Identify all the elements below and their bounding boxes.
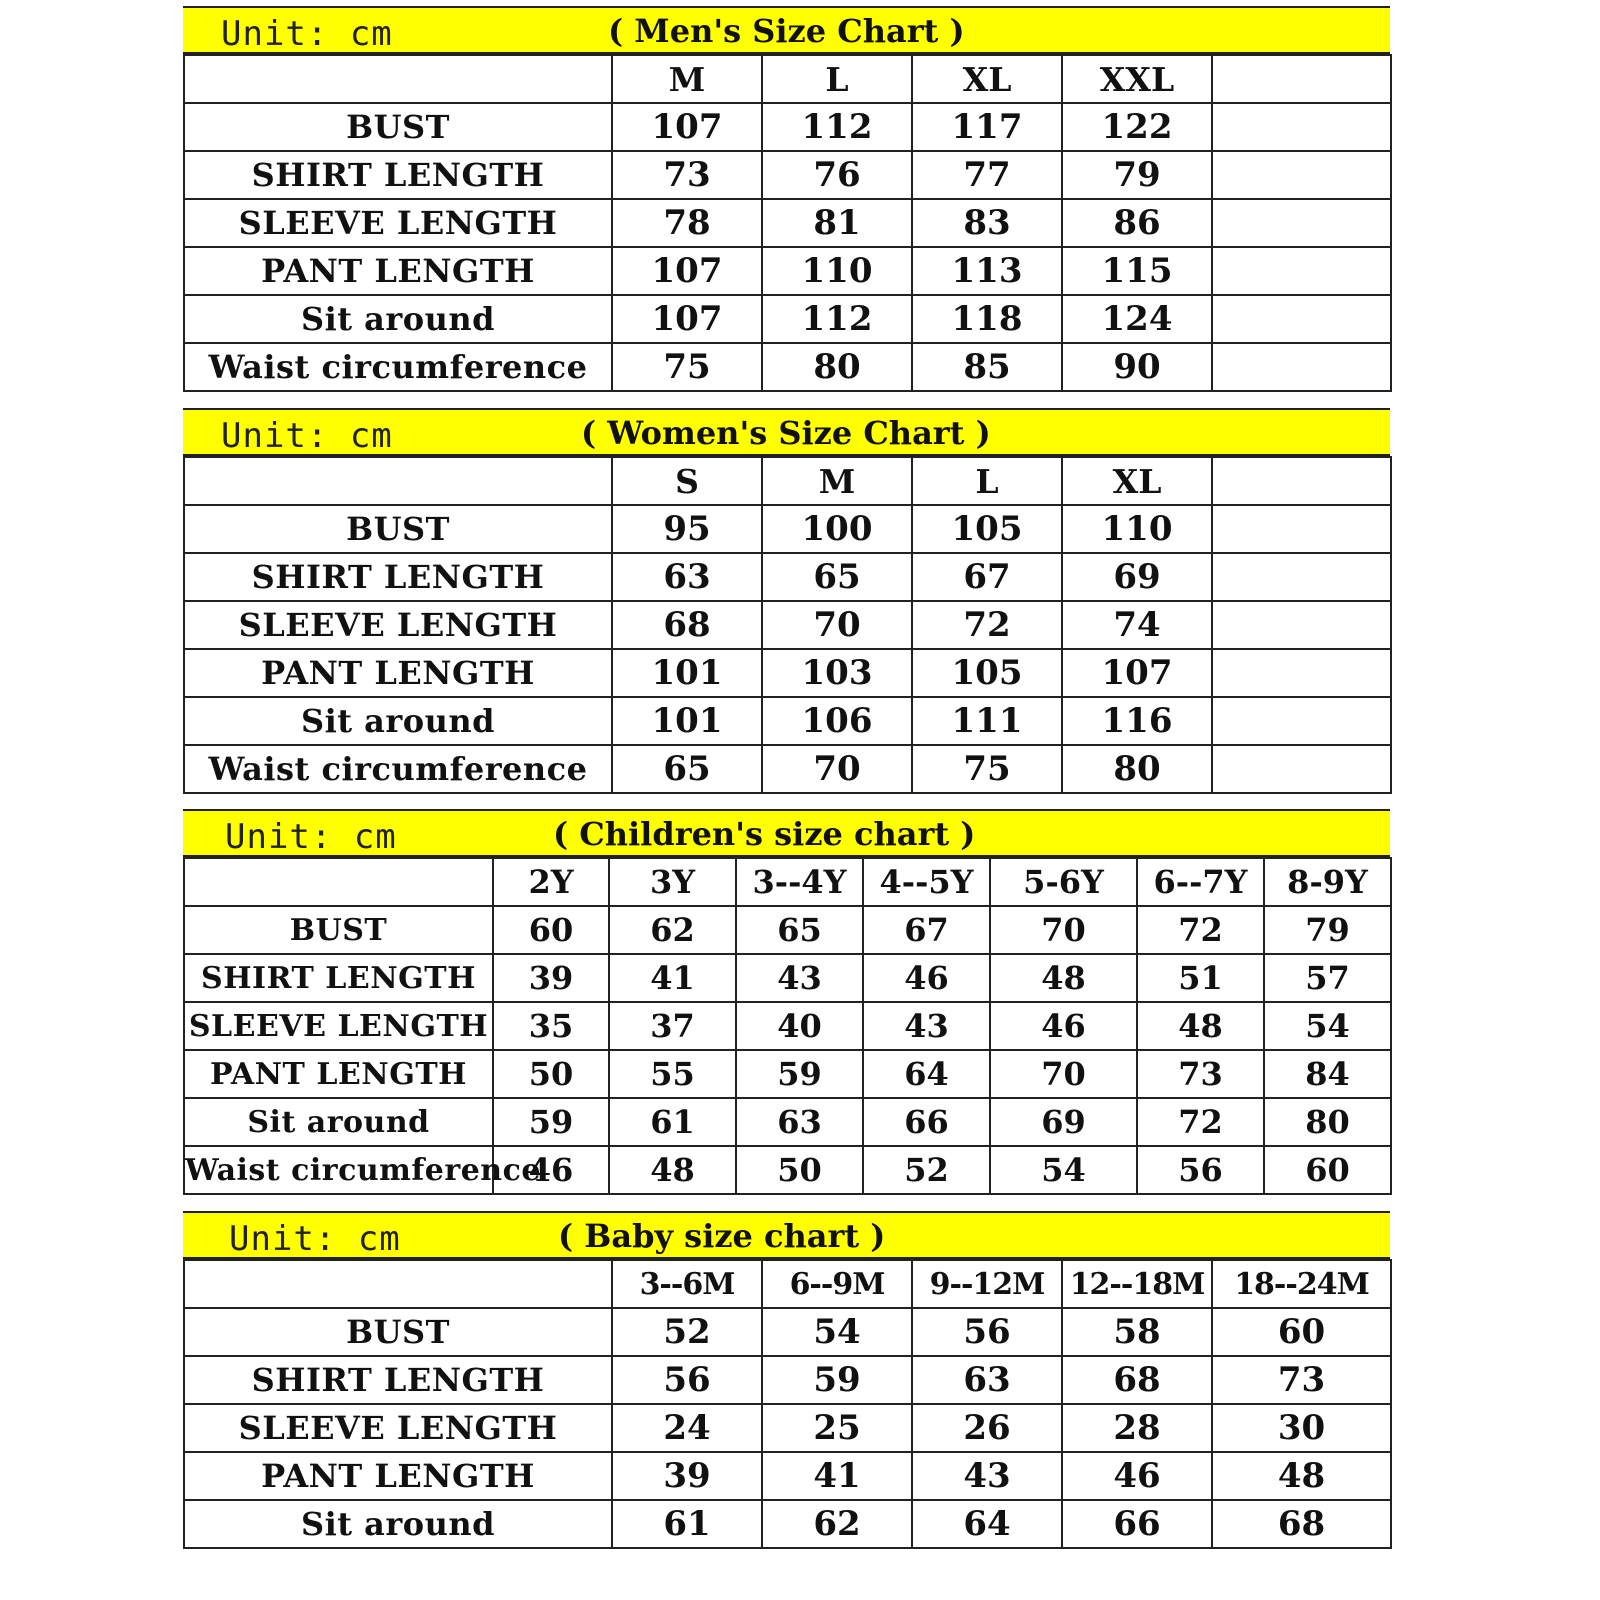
- measurement-value: 43: [912, 1452, 1062, 1500]
- measurement-value: 39: [493, 954, 609, 1002]
- measurement-label: BUST: [184, 906, 493, 954]
- empty-cell: [1212, 199, 1391, 247]
- corner-cell: [184, 55, 612, 103]
- measurement-value: 59: [736, 1050, 863, 1098]
- empty-cell: [1212, 151, 1391, 199]
- table-row: [184, 505, 1391, 553]
- table-row: [184, 601, 1391, 649]
- measurement-value: 115: [1062, 247, 1212, 295]
- measurement-label: SLEEVE LENGTH: [184, 1002, 493, 1050]
- measurement-label: BUST: [184, 1308, 612, 1356]
- measurement-value: 39: [612, 1452, 762, 1500]
- size-header-cell: XXL: [1062, 55, 1212, 103]
- women-size-table: [183, 456, 1392, 794]
- measurement-value: 86: [1062, 199, 1212, 247]
- table-row: [184, 295, 1391, 343]
- measurement-value: 70: [762, 745, 912, 793]
- measurement-value: 81: [762, 199, 912, 247]
- measurement-value: 72: [1137, 1098, 1264, 1146]
- measurement-value: 60: [1264, 1146, 1391, 1194]
- measurement-value: 63: [736, 1098, 863, 1146]
- measurement-value: 116: [1062, 697, 1212, 745]
- measurement-value: 58: [1062, 1308, 1212, 1356]
- table-row: [184, 906, 1391, 954]
- size-header-cell: 2Y: [493, 858, 609, 906]
- measurement-label: SLEEVE LENGTH: [184, 601, 612, 649]
- children-size-header-row: [184, 858, 1391, 906]
- measurement-label: PANT LENGTH: [184, 649, 612, 697]
- table-row: [184, 151, 1391, 199]
- measurement-value: 60: [1212, 1308, 1391, 1356]
- table-row: [184, 697, 1391, 745]
- table-row: [184, 103, 1391, 151]
- measurement-value: 55: [609, 1050, 736, 1098]
- measurement-value: 56: [912, 1308, 1062, 1356]
- table-row: [184, 1098, 1391, 1146]
- measurement-label: BUST: [184, 103, 612, 151]
- measurement-value: 118: [912, 295, 1062, 343]
- size-header-cell: 3--4Y: [736, 858, 863, 906]
- measurement-value: 105: [912, 649, 1062, 697]
- empty-cell: [1212, 55, 1391, 103]
- table-row: [184, 199, 1391, 247]
- empty-cell: [1212, 295, 1391, 343]
- baby-unit-label: Unit: cm: [229, 1219, 401, 1259]
- measurement-value: 46: [1062, 1452, 1212, 1500]
- women-banner: [183, 408, 1390, 456]
- women-size-header-row: [184, 457, 1391, 505]
- children-banner: [183, 809, 1390, 857]
- measurement-value: 101: [612, 649, 762, 697]
- measurement-value: 46: [863, 954, 990, 1002]
- measurement-value: 84: [1264, 1050, 1391, 1098]
- measurement-value: 69: [990, 1098, 1137, 1146]
- measurement-value: 80: [1062, 745, 1212, 793]
- empty-cell: [1212, 601, 1391, 649]
- measurement-value: 43: [736, 954, 863, 1002]
- measurement-label: Sit around: [184, 295, 612, 343]
- women-title: ( Women's Size Chart ): [581, 414, 991, 452]
- size-header-cell: 5-6Y: [990, 858, 1137, 906]
- measurement-value: 68: [1212, 1500, 1391, 1548]
- measurement-value: 111: [912, 697, 1062, 745]
- measurement-value: 69: [1062, 553, 1212, 601]
- baby-size-header-row: [184, 1260, 1391, 1308]
- measurement-label: PANT LENGTH: [184, 1452, 612, 1500]
- measurement-value: 78: [612, 199, 762, 247]
- measurement-value: 101: [612, 697, 762, 745]
- measurement-value: 103: [762, 649, 912, 697]
- table-row: [184, 1500, 1391, 1548]
- children-unit-label: Unit: cm: [225, 817, 397, 857]
- empty-cell: [1212, 553, 1391, 601]
- measurement-value: 41: [762, 1452, 912, 1500]
- measurement-value: 107: [612, 295, 762, 343]
- measurement-label: Waist circumference: [184, 343, 612, 391]
- table-row: [184, 1308, 1391, 1356]
- measurement-value: 67: [912, 553, 1062, 601]
- measurement-value: 61: [609, 1098, 736, 1146]
- measurement-value: 107: [612, 247, 762, 295]
- measurement-value: 67: [863, 906, 990, 954]
- size-header-cell: M: [612, 55, 762, 103]
- measurement-value: 40: [736, 1002, 863, 1050]
- measurement-value: 100: [762, 505, 912, 553]
- measurement-value: 54: [1264, 1002, 1391, 1050]
- measurement-value: 65: [736, 906, 863, 954]
- measurement-value: 54: [762, 1308, 912, 1356]
- measurement-label: SHIRT LENGTH: [184, 954, 493, 1002]
- measurement-value: 80: [762, 343, 912, 391]
- table-row: [184, 553, 1391, 601]
- size-header-cell: M: [762, 457, 912, 505]
- measurement-value: 73: [612, 151, 762, 199]
- measurement-value: 35: [493, 1002, 609, 1050]
- measurement-value: 83: [912, 199, 1062, 247]
- size-header-cell: L: [762, 55, 912, 103]
- size-header-cell: 6--9M: [762, 1260, 912, 1308]
- measurement-value: 48: [990, 954, 1137, 1002]
- women-unit-label: Unit: cm: [221, 416, 393, 456]
- empty-cell: [1212, 457, 1391, 505]
- size-header-cell: 18--24M: [1212, 1260, 1391, 1308]
- empty-cell: [1212, 505, 1391, 553]
- measurement-value: 63: [612, 553, 762, 601]
- measurement-value: 24: [612, 1404, 762, 1452]
- table-row: [184, 1050, 1391, 1098]
- measurement-value: 64: [912, 1500, 1062, 1548]
- measurement-value: 122: [1062, 103, 1212, 151]
- measurement-value: 75: [612, 343, 762, 391]
- men-size-table: [183, 54, 1392, 392]
- measurement-value: 74: [1062, 601, 1212, 649]
- table-row: [184, 649, 1391, 697]
- measurement-value: 105: [912, 505, 1062, 553]
- measurement-value: 106: [762, 697, 912, 745]
- measurement-value: 70: [990, 1050, 1137, 1098]
- measurement-value: 73: [1137, 1050, 1264, 1098]
- measurement-value: 68: [1062, 1356, 1212, 1404]
- measurement-value: 79: [1264, 906, 1391, 954]
- size-header-cell: 3--6M: [612, 1260, 762, 1308]
- measurement-value: 48: [609, 1146, 736, 1194]
- measurement-value: 56: [1137, 1146, 1264, 1194]
- baby-size-table: [183, 1259, 1392, 1549]
- measurement-value: 46: [990, 1002, 1137, 1050]
- measurement-label: PANT LENGTH: [184, 1050, 493, 1098]
- measurement-value: 25: [762, 1404, 912, 1452]
- measurement-value: 75: [912, 745, 1062, 793]
- measurement-value: 70: [990, 906, 1137, 954]
- measurement-value: 112: [762, 103, 912, 151]
- measurement-value: 73: [1212, 1356, 1391, 1404]
- measurement-value: 77: [912, 151, 1062, 199]
- measurement-value: 85: [912, 343, 1062, 391]
- measurement-value: 64: [863, 1050, 990, 1098]
- measurement-value: 117: [912, 103, 1062, 151]
- measurement-value: 26: [912, 1404, 1062, 1452]
- measurement-value: 72: [1137, 906, 1264, 954]
- baby-title: ( Baby size chart ): [558, 1217, 886, 1255]
- size-header-cell: 3Y: [609, 858, 736, 906]
- measurement-value: 48: [1212, 1452, 1391, 1500]
- measurement-value: 90: [1062, 343, 1212, 391]
- measurement-label: SHIRT LENGTH: [184, 151, 612, 199]
- table-row: [184, 247, 1391, 295]
- measurement-value: 37: [609, 1002, 736, 1050]
- measurement-value: 30: [1212, 1404, 1391, 1452]
- measurement-value: 124: [1062, 295, 1212, 343]
- measurement-value: 59: [762, 1356, 912, 1404]
- measurement-label: Sit around: [184, 1500, 612, 1548]
- measurement-value: 52: [863, 1146, 990, 1194]
- measurement-label: Sit around: [184, 1098, 493, 1146]
- size-header-cell: 8-9Y: [1264, 858, 1391, 906]
- size-header-cell: XL: [1062, 457, 1212, 505]
- measurement-value: 52: [612, 1308, 762, 1356]
- measurement-value: 59: [493, 1098, 609, 1146]
- measurement-value: 62: [609, 906, 736, 954]
- table-row: [184, 1404, 1391, 1452]
- empty-cell: [1212, 697, 1391, 745]
- size-header-cell: 6--7Y: [1137, 858, 1264, 906]
- table-row: [184, 954, 1391, 1002]
- children-title: ( Children's size chart ): [553, 815, 976, 853]
- measurement-label: Sit around: [184, 697, 612, 745]
- measurement-label: SHIRT LENGTH: [184, 553, 612, 601]
- men-banner: [183, 6, 1390, 54]
- measurement-value: 57: [1264, 954, 1391, 1002]
- measurement-value: 110: [1062, 505, 1212, 553]
- empty-cell: [1212, 247, 1391, 295]
- measurement-value: 68: [612, 601, 762, 649]
- men-unit-label: Unit: cm: [221, 14, 393, 54]
- measurement-label: SHIRT LENGTH: [184, 1356, 612, 1404]
- table-row: [184, 343, 1391, 391]
- measurement-value: 51: [1137, 954, 1264, 1002]
- corner-cell: [184, 1260, 612, 1308]
- measurement-value: 72: [912, 601, 1062, 649]
- measurement-value: 113: [912, 247, 1062, 295]
- men-size-header-row: [184, 55, 1391, 103]
- size-header-cell: 4--5Y: [863, 858, 990, 906]
- measurement-value: 70: [762, 601, 912, 649]
- measurement-value: 65: [762, 553, 912, 601]
- measurement-value: 76: [762, 151, 912, 199]
- measurement-value: 61: [612, 1500, 762, 1548]
- measurement-value: 28: [1062, 1404, 1212, 1452]
- table-row: [184, 1146, 1391, 1194]
- measurement-value: 65: [612, 745, 762, 793]
- measurement-value: 50: [736, 1146, 863, 1194]
- measurement-value: 56: [612, 1356, 762, 1404]
- corner-cell: [184, 457, 612, 505]
- measurement-value: 112: [762, 295, 912, 343]
- empty-cell: [1212, 745, 1391, 793]
- measurement-value: 107: [612, 103, 762, 151]
- measurement-value: 66: [863, 1098, 990, 1146]
- measurement-value: 80: [1264, 1098, 1391, 1146]
- table-row: [184, 1452, 1391, 1500]
- measurement-label: Waist circumference: [184, 1146, 493, 1194]
- measurement-label: BUST: [184, 505, 612, 553]
- men-title: ( Men's Size Chart ): [608, 12, 965, 50]
- size-header-cell: 12--18M: [1062, 1260, 1212, 1308]
- measurement-value: 54: [990, 1146, 1137, 1194]
- children-size-table: [183, 857, 1392, 1195]
- table-row: [184, 745, 1391, 793]
- measurement-value: 46: [493, 1146, 609, 1194]
- measurement-label: SLEEVE LENGTH: [184, 1404, 612, 1452]
- table-row: [184, 1356, 1391, 1404]
- measurement-value: 95: [612, 505, 762, 553]
- measurement-value: 66: [1062, 1500, 1212, 1548]
- empty-cell: [1212, 103, 1391, 151]
- corner-cell: [184, 858, 493, 906]
- measurement-value: 43: [863, 1002, 990, 1050]
- baby-banner: [183, 1211, 1390, 1259]
- size-header-cell: S: [612, 457, 762, 505]
- empty-cell: [1212, 343, 1391, 391]
- measurement-value: 62: [762, 1500, 912, 1548]
- empty-cell: [1212, 649, 1391, 697]
- measurement-label: Waist circumference: [184, 745, 612, 793]
- size-header-cell: XL: [912, 55, 1062, 103]
- measurement-value: 63: [912, 1356, 1062, 1404]
- size-header-cell: L: [912, 457, 1062, 505]
- measurement-value: 107: [1062, 649, 1212, 697]
- table-row: [184, 1002, 1391, 1050]
- measurement-value: 41: [609, 954, 736, 1002]
- measurement-value: 60: [493, 906, 609, 954]
- measurement-value: 79: [1062, 151, 1212, 199]
- measurement-value: 48: [1137, 1002, 1264, 1050]
- measurement-value: 110: [762, 247, 912, 295]
- measurement-label: SLEEVE LENGTH: [184, 199, 612, 247]
- measurement-value: 50: [493, 1050, 609, 1098]
- measurement-label: PANT LENGTH: [184, 247, 612, 295]
- size-header-cell: 9--12M: [912, 1260, 1062, 1308]
